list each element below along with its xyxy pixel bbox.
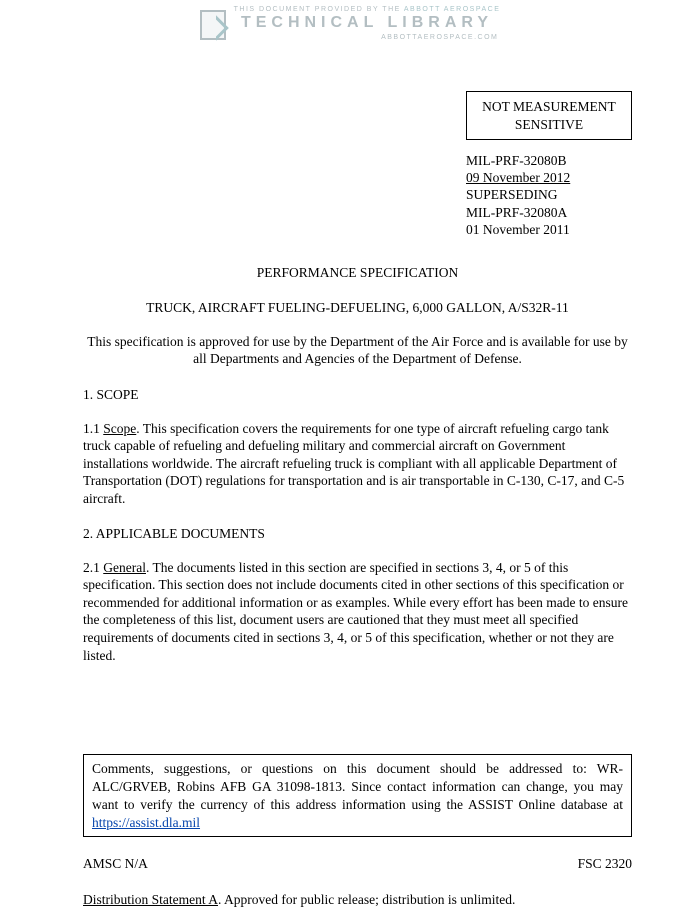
distribution-statement-label: Distribution Statement A: [83, 891, 218, 907]
document-id-column: [466, 91, 632, 238]
header-title: TECHNICAL LIBRARY: [240, 14, 494, 31]
section-1-heading: 1. SCOPE: [83, 386, 139, 402]
paragraph-1-1-number: 1.1: [83, 420, 104, 436]
paragraph-2-1: [83, 559, 632, 664]
spec-number: MIL-PRF-32080B: [466, 153, 567, 169]
amsc-fsc-line: [83, 855, 632, 873]
header-website: ABBOTTAEROSPACE.COM: [381, 34, 499, 41]
approval-statement: This specification is approved for use by the Department of the Air Force and is available for use by all Departments and Agencies of the Department of Defense.: [87, 333, 628, 367]
spec-date: 09 November 2012: [466, 170, 571, 186]
superseded-date: 01 November 2011: [466, 221, 570, 237]
amsc-code: AMSC N/A: [83, 856, 148, 872]
header-provided-line: [234, 6, 501, 13]
notice-line-1: NOT MEASUREMENT: [482, 99, 616, 114]
paragraph-1-1-text: . This specification covers the requirements for one type of aircraft refueling cargo tank truck capable of refueling and defueling military and commercial aircraft on Government installations worldwide. The aircraft refueling truck is compliant with all applicable Department of Transportation (DOT) regulations for transportation and is air transportable in C-130, C-17, and C-5 aircraft.: [83, 420, 625, 506]
section-2-heading: 2. APPLICABLE DOCUMENTS: [83, 526, 265, 542]
distribution-statement: [83, 891, 632, 908]
document-id-block: [466, 152, 632, 238]
assist-database-link[interactable]: https://assist.dla.mil: [92, 814, 201, 830]
not-measurement-sensitive-box: [466, 91, 632, 140]
library-header: [0, 0, 700, 41]
paragraph-2-1-text: . The documents listed in this section are specified in sections 3, 4, or 5 of this specification. This section does not include documents cited in other sections of this specification or recommended for additional information or as examples. While every effort has been made to ensure the completeness of this list, document users are cautioned that they must meet all specified requirements of documents cited in sections 3, 4, or 5 of this specification, whether or not they are listed.: [83, 559, 628, 663]
header-provided-prefix: THIS DOCUMENT PROVIDED BY THE: [233, 6, 401, 13]
paragraph-2-1-number: 2.1: [83, 559, 104, 575]
paragraph-2-1-label: General: [103, 559, 146, 575]
notice-line-2: SENSITIVE: [514, 116, 584, 132]
superseding-label: SUPERSEDING: [466, 187, 558, 203]
fsc-code: FSC 2320: [577, 856, 632, 872]
document-title: TRUCK, AIRCRAFT FUELING-DEFUELING, 6,000 GALLON, A/S32R-11: [146, 300, 569, 316]
header-provided-brand: ABBOTT AEROSPACE: [403, 6, 501, 13]
distribution-statement-text: . Approved for public release; distribution is unlimited.: [218, 891, 516, 907]
comments-text: Comments, suggestions, or questions on this document should be addressed to: WR-ALC/GRVEB, Robins AFB GA 31098-1813. Since contact information can change, you may want to verify the currency of this address information using the ASSIST Online database at: [92, 761, 623, 812]
abbott-aerospace-logo-icon: [200, 10, 226, 40]
document-page: [83, 91, 632, 908]
spec-type-heading: PERFORMANCE SPECIFICATION: [256, 264, 459, 280]
comments-address-box: [83, 754, 632, 837]
paragraph-1-1-label: Scope: [103, 420, 137, 436]
paragraph-1-1: [83, 420, 632, 508]
superseded-number: MIL-PRF-32080A: [466, 204, 568, 220]
